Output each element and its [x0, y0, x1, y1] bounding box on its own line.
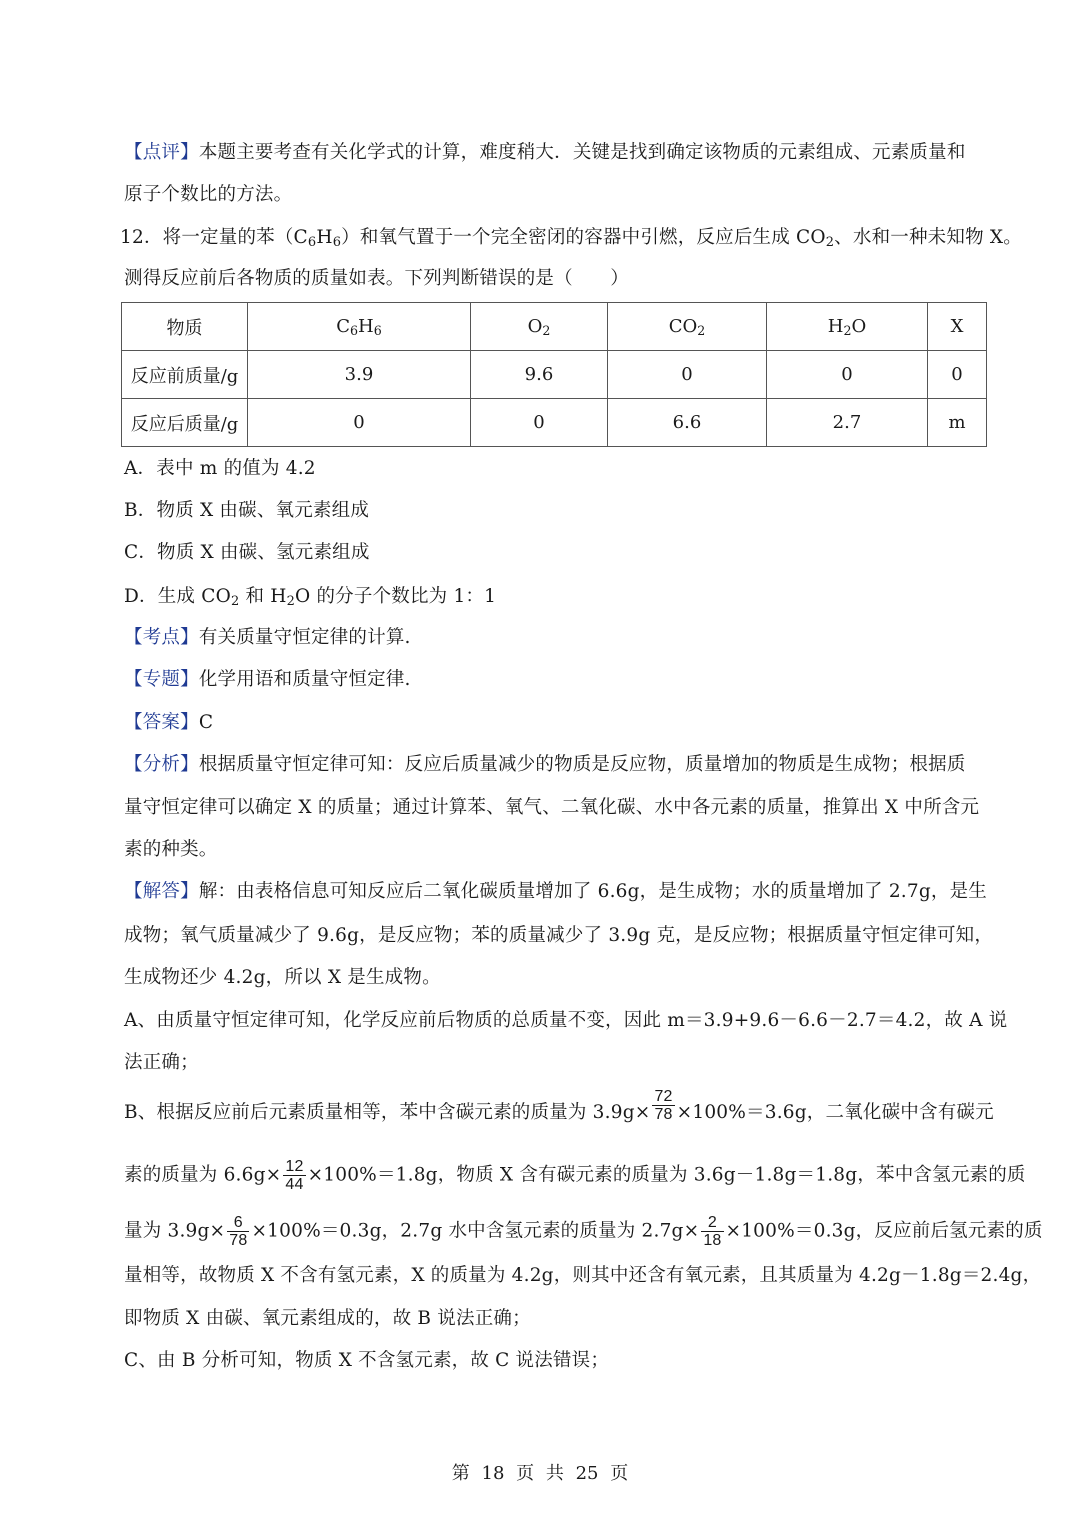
table-cell: 0: [767, 351, 928, 399]
text-span: 44: [285, 1176, 304, 1193]
text-span: 2: [286, 594, 296, 610]
text-span: B．物质 X 由碳、氧元素组成: [124, 500, 370, 521]
solution-b-line-1: [124, 1087, 994, 1125]
table-cell: 6.6: [608, 399, 767, 447]
text-span: 生成物还少 4.2g，所以 X 是生成物。: [124, 967, 441, 988]
text-span: 和 H: [239, 586, 287, 607]
text-span: A．表中 m 的值为 4.2: [124, 458, 316, 479]
text-span: 素的种类。: [124, 839, 218, 860]
solution-b-line-4: [124, 1264, 1041, 1288]
row-label: 反应前质量/g: [122, 351, 248, 399]
text-span: 2: [843, 323, 852, 339]
row-label: 反应后质量/g: [122, 399, 248, 447]
solution-line-3: [124, 966, 441, 990]
question-text: H: [316, 227, 333, 248]
text-span: 2: [697, 323, 706, 339]
header-cell-substance: 物质: [122, 303, 248, 351]
answer-value: C: [198, 712, 214, 733]
text-span: ×100%＝3.6g，二氧化碳中含有碳元: [676, 1102, 994, 1123]
text-span: 72: [654, 1087, 673, 1105]
text-span: 法正确；: [124, 1052, 199, 1073]
fraction: [227, 1214, 249, 1249]
solution-a-line-2: [124, 1051, 199, 1075]
text-span: 78: [654, 1105, 673, 1123]
subscript: 2: [825, 235, 835, 251]
text-span: 化学用语和质量守恒定律.: [198, 669, 411, 690]
review-line-1: [124, 141, 966, 165]
mass-table: [121, 302, 987, 447]
question-number: 12．: [120, 227, 163, 248]
analysis-tag: 【分析】: [124, 754, 199, 775]
review-line-2: [124, 183, 292, 207]
table-cell: 0: [608, 351, 767, 399]
text-span: 2: [230, 594, 240, 610]
review-tag: 【点评】: [124, 142, 199, 163]
text-span: 成物；氧气质量减少了 9.6g，是反应物；苯的质量减少了 3.9g 克，是反应物；根据质量守恒定律可知，: [124, 925, 994, 946]
solution-b-line-3: [124, 1214, 1043, 1249]
subscript: 6: [307, 235, 317, 251]
text-span: 6: [227, 1214, 249, 1232]
table-cell: 9.6: [471, 351, 608, 399]
solution-a-line-1: [124, 1009, 1007, 1033]
text-span: 量为 3.9g×: [124, 1220, 226, 1242]
text-span: 2: [542, 323, 551, 339]
text-span: 有关质量守恒定律的计算.: [198, 627, 411, 648]
text-span: 2: [701, 1214, 723, 1232]
fraction: [701, 1214, 723, 1249]
solution-c-line-1: [124, 1349, 609, 1373]
page-footer: 第 18 页 共 25 页: [451, 1463, 629, 1484]
zhuanti-line: [124, 668, 411, 692]
question-line-2: [124, 267, 629, 291]
solution-line-1: [124, 880, 987, 904]
text-span: CO: [668, 316, 698, 337]
text-span: 78: [229, 1232, 248, 1249]
answer-line: [124, 711, 213, 735]
answer-tag: 【答案】: [124, 712, 199, 733]
analysis-line-1: [124, 753, 966, 777]
text-span: O 的分子个数比为 1：1: [295, 586, 497, 607]
text-span: 素的质量为 6.6g×: [124, 1164, 282, 1186]
text-span: 18: [703, 1232, 722, 1249]
question-text: 、水和一种未知物 X。: [834, 227, 1022, 248]
kaodian-tag: 【考点】: [124, 627, 199, 648]
table-cell: 0: [928, 351, 987, 399]
text-span: A、由质量守恒定律可知，化学反应前后物质的总质量不变，因此 m＝3.9+9.6－6.6－2.7＝4.2，故 A 说: [124, 1010, 1008, 1031]
solution-b-line-2: [124, 1158, 1026, 1193]
text-span: ×100%＝0.3g，2.7g 水中含氢元素的质量为 2.7g×: [251, 1220, 700, 1242]
fraction: [652, 1088, 674, 1123]
review-text-1: 本题主要考查有关化学式的计算，难度稍大．关键是找到确定该物质的元素组成、元素质量和: [198, 142, 966, 163]
option-b: [124, 499, 369, 523]
text-span: H: [358, 316, 374, 337]
text-span: C、由 B 分析可知，物质 X 不含氢元素，故 C 说法错误；: [124, 1350, 610, 1371]
text-span: ×100%＝1.8g，物质 X 含有碳元素的质量为 3.6g－1.8g＝1.8g，苯中含氢元素的质: [307, 1164, 1026, 1186]
table-cell: m: [928, 399, 987, 447]
table-row: [122, 399, 987, 447]
fraction: [283, 1158, 305, 1193]
option-d: [124, 585, 496, 609]
solution-tag: 【解答】: [124, 881, 199, 902]
solution-b-line-5: [124, 1307, 531, 1331]
question-text: 测得反应前后各物质的质量如表。下列判断错误的是（ ）: [124, 268, 629, 289]
text-span: 6: [373, 323, 382, 339]
subscript: 6: [332, 235, 342, 251]
text-span: B、根据反应前后元素质量相等，苯中含碳元素的质量为 3.9g×: [124, 1102, 651, 1123]
table-cell: 0: [248, 399, 471, 447]
text-span: 量守恒定律可以确定 X 的质量；通过计算苯、氧气、二氧化碳、水中各元素的质量，推算出 X 中所含元: [124, 797, 980, 818]
text-span: ×100%＝0.3g，反应前后氢元素的质: [725, 1220, 1043, 1242]
option-a: [124, 457, 316, 481]
analysis-line-2: [124, 796, 979, 820]
analysis-line-3: [124, 838, 218, 862]
table-cell: 2.7: [767, 399, 928, 447]
header-cell-h2o: [767, 303, 928, 351]
kaodian-line: [124, 626, 411, 650]
header-cell-co2: [608, 303, 767, 351]
table-cell: 0: [471, 399, 608, 447]
question-text: ）和氧气置于一个完全密闭的容器中引燃，反应后生成 CO: [341, 227, 826, 248]
text-span: O: [851, 316, 867, 337]
solution-line-2: [124, 924, 993, 948]
text-span: H: [827, 316, 844, 337]
header-cell-x: X: [928, 303, 987, 351]
text-span: D．生成 CO: [124, 586, 231, 607]
text-span: 量相等，故物质 X 不含有氢元素，X 的质量为 4.2g，则其中还含有氧元素，且其质量为 4.2g－1.8g＝2.4g，: [124, 1265, 1042, 1286]
zhuanti-tag: 【专题】: [124, 669, 199, 690]
text-span: 解：由表格信息可知反应后二氧化碳质量增加了 6.6g，是生成物；水的质量增加了 2.7g，是生: [198, 881, 988, 902]
table-header-row: [122, 303, 987, 351]
text-span: 6: [350, 323, 359, 339]
table-row: [122, 351, 987, 399]
table-cell: 3.9: [248, 351, 471, 399]
question-line-1: [120, 226, 1022, 250]
header-cell-c6h6: [248, 303, 471, 351]
text-span: 即物质 X 由碳、氧元素组成的，故 B 说法正确；: [124, 1308, 531, 1329]
question-text: 将一定量的苯（C: [162, 227, 308, 248]
option-c: [124, 541, 370, 565]
text-span: C: [336, 316, 351, 337]
text-span: 根据质量守恒定律可知：反应后质量减少的物质是反应物，质量增加的物质是生成物；根据质: [198, 754, 966, 775]
text-span: O: [527, 316, 543, 337]
text-span: C．物质 X 由碳、氢元素组成: [124, 542, 370, 563]
review-text-2: 原子个数比的方法。: [124, 184, 293, 205]
header-cell-o2: [471, 303, 608, 351]
text-span: 12: [285, 1158, 304, 1175]
